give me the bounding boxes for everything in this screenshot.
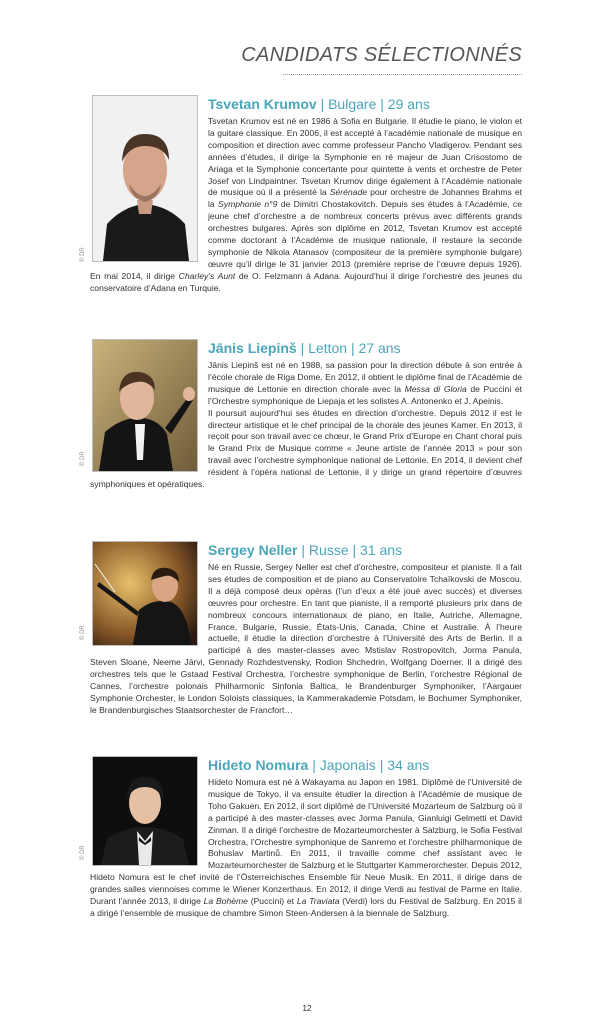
candidate-bio: Tsvetan Krumov est né en 1986 à Sofia en Bulgarie. Il étudie le piano, le violon et la guitare classique. En 2006, il est accepté à l’académie nationale de musique en composition et direction avec comme professeur Pancho Vladigerov. Pendant ses années d’études, il dirige la Symphonie en ré majeur de Juan Crisostomo de Ariaga et la Symphonie concertante pour quintette à vents et orchestre de Peter Josef von Lindpaintner. Tsvetan Krumov dirige également à l’Académie nationale de musique où il a présenté la Sérénade pour orchestre de Johannes Brahms et la Symphonie n°9 de Dimitri Chostakovitch. Depuis ses études à l’Académie, ce jeune chef d’orchestre a de nombreux concerts prévus avec différents grands orchestres bulgares. Après son diplôme en 2012, Tsvetan Krumov est accepté comme doctorant à l’Académie de musique nationale, il restaure la seconde symphonie de Nikola Atanasov (compositeur de la première symphonie bulgare) œuvre qu’il dirige le 31 janvier 2013 (première reprise de l’œuvre depuis 1926). En mai 2014, il dirige Charley’s Aunt de O. Felzmann à Adana. Aujourd’hui il dirige l’orchestre des jeunes du conservatoire d’Adana en Turquie. — [90, 116, 523, 293]
candidate-neller — [90, 541, 522, 717]
photo-credit: © DR — [80, 451, 86, 466]
portrait-photo — [92, 95, 198, 262]
candidate-bio: Né en Russie, Sergey Neller est chef d’orchestre, compositeur et pianiste. Il a fait ses études de composition et de piano au Conservatoire Tchaïkovski de Moscou. Il a déjà composé deux opéras (l’un d’eux a été joué avec succès) et diverses œuvres pour orchestre. En tant que pianiste, il a remporté plusieurs prix dans de nombreux concours internationaux de piano, en Italie, Autriche, Allemagne, France, Bulgarie, Russie, États-Unis, Canada, Chine et Australie. À l’heure actuelle, il étudie la direction d’orchestre à l’Université des Arts de Berlin. Il a participé à des master-classes avec Mstislav Rostropovitch, Jorma Panula, Steven Sloane, Neeme Järvi, Gennady Rozhdestvensky, Rodion Shchedrin, Wolfgang Doerner. Il a dirigé des orchestres tels que le Gstaad Festival Orchestra, l’orchestre symphonique de Berlin, l’orchestre Régional de Cannes, l’orchestre polonais Philharmonic Sinfonia Baltica, le Brandenburger Symphoniker, l’Aargauer Symphonie Orchester, le London Soloists classiques, la Kammerakademie Potsdam, le Bochumer Symphoniker, le Brandenburgisches Staatsorchester de Francfort… — [90, 562, 522, 715]
candidate-heading: Hideto Nomura | Japonais | 34 ans — [208, 757, 430, 773]
candidate-liepins — [90, 339, 522, 491]
candidate-name: Hideto Nomura — [208, 757, 309, 773]
candidate-nationality: Japonais — [319, 757, 376, 773]
candidate-name: Jānis Liepinš — [208, 340, 297, 356]
title-divider — [283, 74, 522, 75]
portrait-photo — [92, 541, 198, 646]
portrait-photo — [92, 339, 198, 472]
candidate-name: Sergey Neller — [208, 542, 298, 558]
portrait-photo — [92, 756, 198, 866]
page-number: 12 — [302, 1004, 312, 1013]
candidate-krumov — [90, 95, 522, 295]
candidate-age: 29 ans — [387, 96, 430, 112]
page-title: CANDIDATS SÉLECTIONNÉS — [241, 44, 522, 66]
candidate-nationality: Bulgare — [328, 96, 377, 112]
candidate-age: 31 ans — [360, 542, 403, 558]
candidate-age: 27 ans — [358, 340, 401, 356]
candidate-bio: Hideto Nomura est né à Wakayama au Japon en 1981. Diplômé de l’Université de musique de Tokyo, il va ensuite étudier la direction à l’Académie de musique de Toho Gakuen. En 2012, il sort diplômé de l’Université Mozarteum de Salzburg où il a participé à des master-classes avec Jorma Panula, Gianluigi Gelmetti et David Zinman. Il a dirigé l’orchestre de Mozarteumorchester à Salzburg, le Sofia Festival Orchestra, l’Orchestre symphonique de Sanremo et l’orchestre philharmonique de Bohuslav Martinů. En 2011, il travaille comme chef assistant avec le Mozarteumorchester de Salzburg et le Stuttgarter Kammerorchester. Depuis 2012, Hideto Nomura est le chef invité de l’Österreichisches Ensemble für Neue Musik. En 2011, il dirige dans de grandes salles viennoises comme le Wiener Konzerthaus. En 2012, il dirige Verdi au festival de Parme en Italie. Durant l’année 2013, il dirige La Bohème (Puccini) et La Traviata (Verdi) lors du Festival de Salzburg. En 2015 il a dirigé l’ensemble de musique de chambre Simon Steen-Andersen à la biennale de Salzburg. — [90, 777, 522, 918]
photo-credit: © DR — [80, 845, 86, 860]
photo-credit: © DR — [80, 625, 86, 640]
candidate-nationality: Russe — [308, 542, 349, 558]
candidate-age: 34 ans — [387, 757, 430, 773]
candidate-heading: Sergey Neller | Russe | 31 ans — [208, 542, 403, 558]
candidate-heading: Jānis Liepinš | Letton | 27 ans — [208, 340, 401, 356]
photo-credit: © DR — [80, 247, 86, 262]
candidate-nomura — [90, 756, 522, 920]
candidate-name: Tsvetan Krumov — [208, 96, 317, 112]
candidate-bio: Jānis Liepinš est né en 1988, sa passion pour la direction débute à son entrée à l’école chorale de Riga Dome. En 2012, il obtient le diplôme final de l’Académie de musique de Lettonie en direction chorale avec la Messa di Gloria de Puccini et l’Orchestre symphonique de Liepaja et les solistes A. Antonenko et J. Apeinis. Il poursuit aujourd’hui ses études en direction d’orchestre. Depuis 2012 il est le directeur artistique et le chef principal de la chorale des jeunes Kamer. En 2013, il reçoit pour son travail avec ce chœur, le Grand Prix d’Europe en Chant choral puis le Grand Prix de Musique comme « Jeune artiste de l’année 2013 » pour son travail avec l’orchestre symphonique national de Lettonie. En 2014, il devient chef résident à l’opéra national de Lettonie, il y dirige un grand répertoire d’œuvres symphoniques et opératiques. — [90, 360, 523, 490]
candidate-heading: Tsvetan Krumov | Bulgare | 29 ans — [208, 96, 430, 112]
candidate-nationality: Letton — [308, 340, 348, 356]
